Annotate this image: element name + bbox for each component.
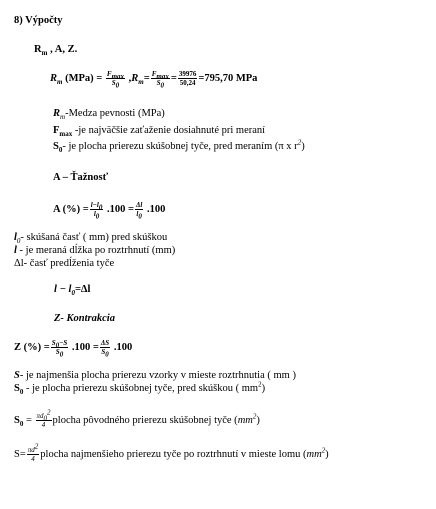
legend-rm: $R_m$-Medza pevnosti (MPa) — [53, 108, 165, 122]
section-heading: 8) Výpočty — [14, 15, 63, 26]
legend-l: l - je meraná dĺžka po roztrhnutí (mm) — [14, 245, 176, 256]
fraction-dl-l0: $\frac{\Delta l}{l_0}$ — [135, 201, 143, 221]
subheading: $R_m$ , A, Z. — [34, 44, 78, 58]
legend-fmax: $F_{max}$ -je najväčšie zaťaženie dosiahnuté pri meraní — [53, 125, 266, 139]
z-formula: Z (%) = $\frac{S_0-S}{S_0}$ .100 = $\frac{\Delta S}{S_0}$ .100 — [14, 339, 133, 359]
rm-formula: $R_m$ (MPa) = $\frac{F_{max}}{S_0}$ $,R_m=$ $\frac{F_{max}}{S_0}$ = $\frac{39976}{50,24}$ =795,70 MPa — [50, 70, 258, 90]
fraction-numeric: $\frac{39976}{50,24}$ — [178, 70, 197, 87]
a-formula: A (%) = $\frac{l-l_0}{l_0}$ .100 = $\frac{\Delta l}{l_0}$ .100 — [53, 201, 166, 221]
fraction-s0-s: $\frac{S_0-S}{S_0}$ — [51, 339, 68, 359]
legend-s0-b: $S_0$ - je plocha prierezu skúšobnej tyče, pred skúškou ( $mm^2$) — [14, 380, 266, 397]
dl-formula: $l - l_0=\Delta l$ — [54, 284, 91, 298]
legend-s: S- je najmenšia plocha prierezu vzorky v mieste roztrhnutia ( mm ) — [14, 370, 296, 381]
legend-s0: $S_0-$ je plocha prierezu skúšobnej tyče, pred meraním (π x $r^2$) — [53, 138, 305, 155]
legend-dl: Δl- časť predĺženia tyče — [14, 258, 115, 269]
fraction-ds-s0: $\frac{\Delta S}{S_0}$ — [100, 339, 110, 359]
section-z-heading: Z- Kontrakcia — [54, 313, 115, 324]
fraction-pi-d-sq: $\frac{\pi d^2}{4}$ — [27, 442, 39, 463]
s-formula: S= $\frac{\pi d^2}{4}$ plocha najmenšieho prierezu tyče po roztrhnutí v mieste lomu $(mm^2)$ — [14, 442, 329, 463]
s0-formula: $S_0$ = $\frac{\pi d_0^2}{4}$ plocha pôvodného prierezu skúšobnej tyče $(mm^2)$ — [14, 408, 260, 429]
section-a-heading: A – Ťažnosť — [53, 172, 109, 183]
legend-l0: $l_0-$ skúšaná časť ( mm) pred skúškou — [14, 232, 168, 246]
fraction-pi-d0-sq: $\frac{\pi d_0^2}{4}$ — [36, 408, 51, 429]
fraction-fmax-s0-2: $\frac{F_{max}}{S_0}$ — [151, 70, 169, 90]
fraction-fmax-s0: $\frac{F_{max}}{S_0}$ — [106, 70, 125, 90]
fraction-l-l0: $\frac{l-l_0}{l_0}$ — [90, 201, 103, 221]
